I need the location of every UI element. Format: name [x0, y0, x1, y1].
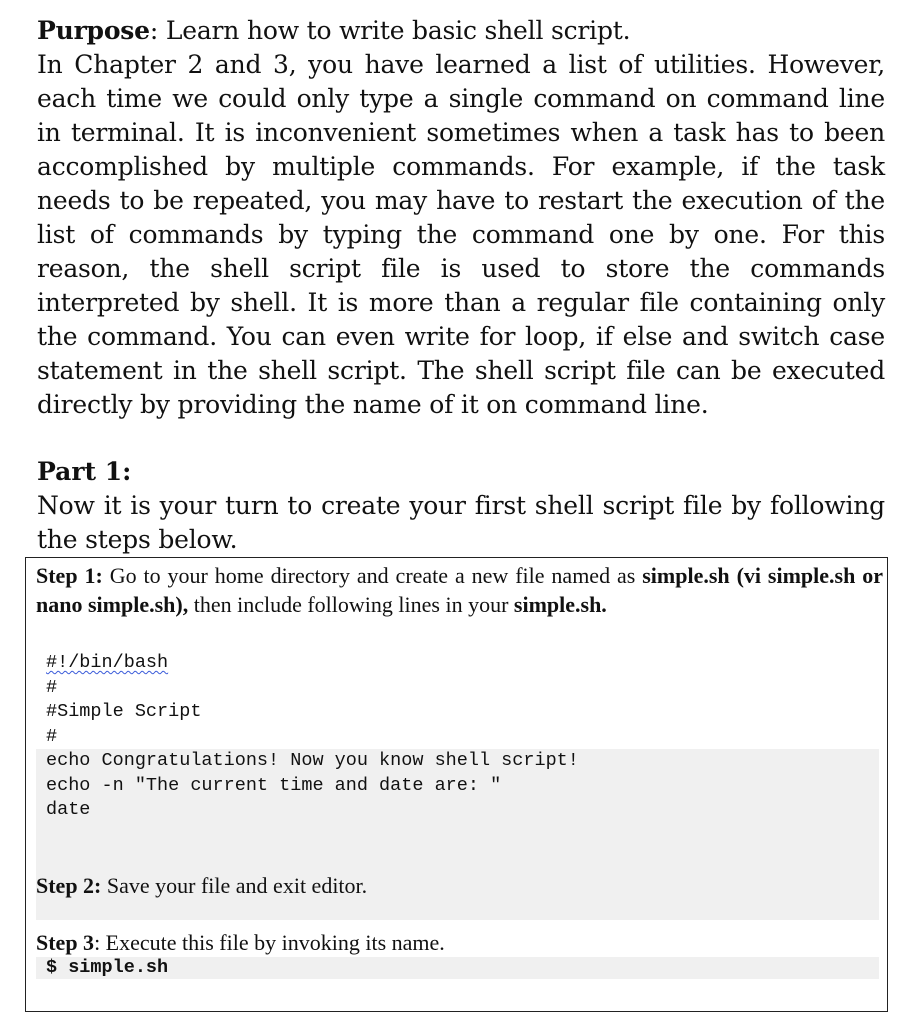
code-line: # [46, 676, 58, 698]
code-line: #Simple Script [46, 701, 202, 722]
step-3-text: Step 3: Execute this file by invoking its name. [36, 929, 445, 955]
code-comment-lines [26, 651, 887, 749]
purpose-intro: : Learn how to write basic shell script. [149, 16, 631, 45]
step-1-label: Step 1: [36, 563, 103, 588]
part-1-title: Part 1: [37, 457, 132, 486]
purpose-paragraph [37, 14, 885, 422]
code-shaded-region [36, 749, 879, 920]
code-line: echo Congratulations! Now you know shell script! [46, 750, 579, 771]
part-1-section [37, 455, 885, 557]
step-3-command: $ simple.sh [36, 957, 879, 979]
code-line: # [46, 725, 58, 747]
step-2-block [36, 823, 879, 920]
step-1-filename-end: simple.sh. [513, 592, 607, 617]
step-3-block [36, 920, 879, 979]
step-2-text: Step 2: Save your file and exit editor. [36, 872, 368, 898]
code-line: date [46, 799, 91, 820]
purpose-label: Purpose [37, 16, 150, 45]
code-line: echo -n "The current time and date are: " [46, 774, 502, 796]
step-2-label: Step 2: [36, 872, 102, 898]
part-1-intro: Now it is your turn to create your first shell script file by following the steps below. [37, 491, 885, 554]
steps-box [25, 557, 888, 1012]
code-command-lines [36, 749, 879, 823]
document-page [37, 14, 885, 557]
step-1-filename: simple.sh [642, 563, 730, 588]
code-shebang-line: #!/bin/bash [46, 652, 169, 673]
step-1-editor-commands: (vi simple.sh or nano simple.sh), [36, 563, 884, 617]
purpose-body: In Chapter 2 and 3, you have learned a list of utilities. However, each time we could only type a single command on command line in terminal. It is inconvenient sometimes when a task has to been accomplished by multiple commands. For example, if the task needs to be repeated, you may have to restart the execution of the list of commands by typing the command one by one. For this reason, the shell script file is used to store the commands interpreted by shell. It is more than a regular file containing only the command. You can even write for loop, if else and switch case statement in the shell script. The shell script file can be executed directly by providing the name of it on command line. [37, 50, 885, 419]
step-1-text: Step 1: Go to your home directory and create a new file named as simple.sh (vi simple.sh or nano simple.sh), then include following lines in your simple.sh. [36, 563, 884, 617]
step-3-label: Step 3 [36, 929, 95, 955]
